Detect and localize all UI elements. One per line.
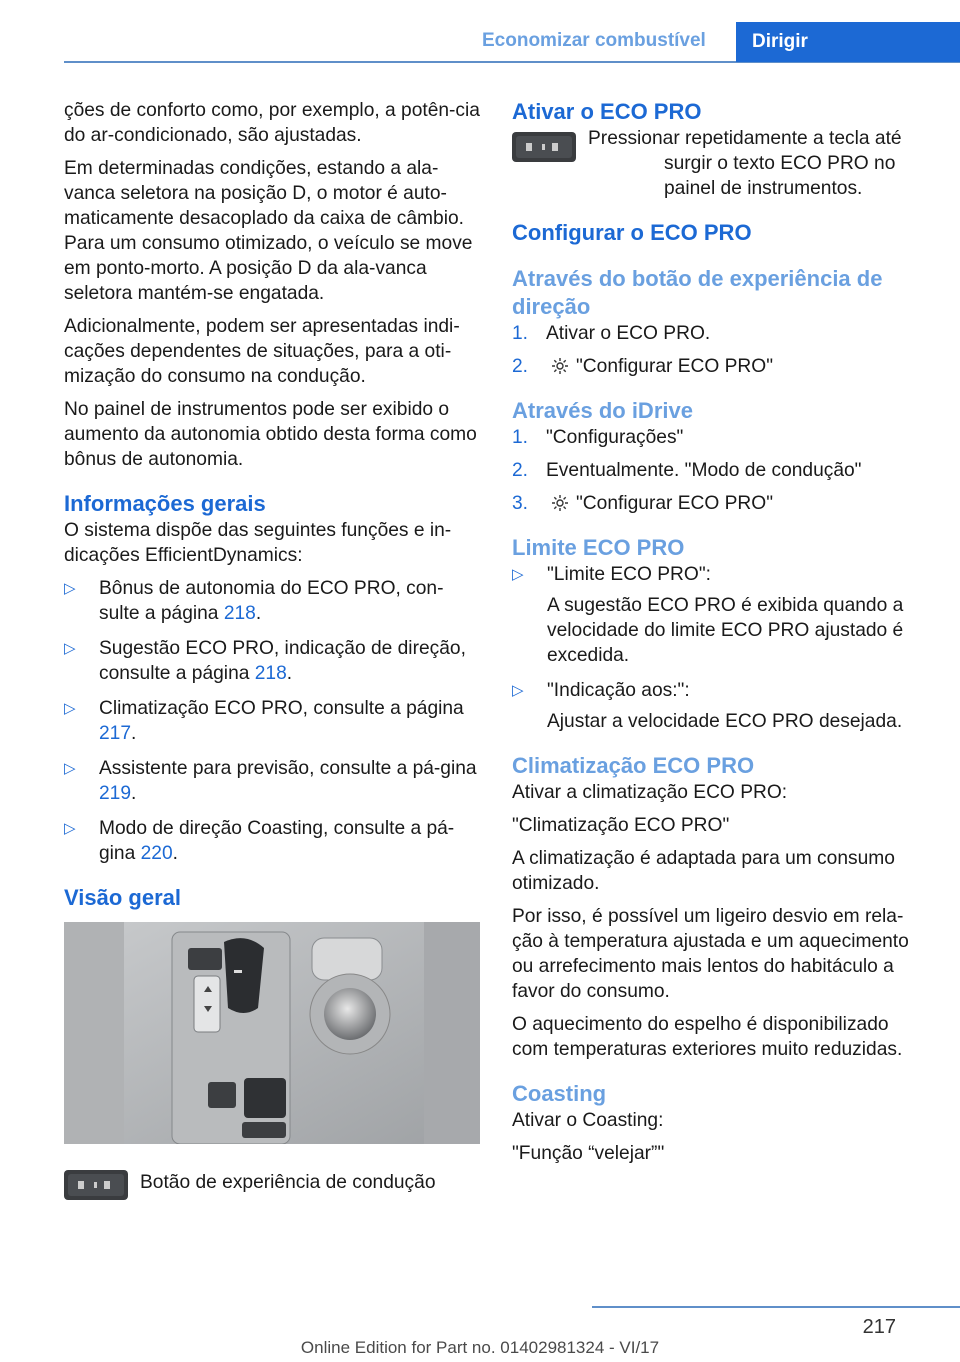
bullet-item: ▷ Bônus de autonomia do ECO PRO, con‐sulte a página 218. [64, 578, 444, 624]
page-link[interactable]: 220 [140, 843, 173, 864]
paragraph: O aquecimento do espelho é disponibilizado com temperaturas exteriores muito reduzidas. [512, 1014, 903, 1060]
left-column [64, 98, 480, 1203]
paragraph: Ativar o Coasting: [512, 1110, 664, 1131]
heading-botao-experiencia: Através do botão de experiência de direção [512, 266, 883, 319]
triangle-bullet-icon: ▷ [512, 566, 524, 583]
numbered-step: 2. "Configurar ECO PRO" [512, 356, 774, 377]
triangle-bullet-icon: ▷ [512, 682, 524, 699]
paragraph: Adicionalmente, podem ser apresentadas indi‐cações dependentes de situações, para a oti‐mização do consumo na condução. [64, 316, 460, 387]
image-caption: Botão de experiência de condução [140, 1172, 436, 1193]
heading-configurar-eco-pro: Configurar o ECO PRO [512, 220, 752, 245]
driving-experience-button-icon [512, 132, 576, 162]
bullet-item: ▷ "Indicação aos:": Ajustar a velocidade ECO PRO desejada. [512, 680, 903, 732]
bullet-item: ▷ Modo de direção Coasting, consulte a pá‐gina 220. [64, 818, 455, 864]
numbered-step: 1. Ativar o ECO PRO. [512, 323, 711, 344]
paragraph: Pressionar repetidamente a tecla até surgir o texto ECO PRO no painel de instrumentos. [588, 128, 902, 199]
heading-informacoes-gerais: Informações gerais [64, 491, 266, 516]
numbered-step: 1. "Configurações" [512, 427, 684, 448]
bullet-item: ▷ "Limite ECO PRO": A sugestão ECO PRO é exibida quando a velocidade do limite ECO PRO ajustado é excedida. [512, 564, 904, 666]
triangle-bullet-icon: ▷ [64, 760, 76, 777]
numbered-step: 2. Eventualmente. "Modo de condução" [512, 460, 862, 481]
paragraph: O sistema dispõe das seguintes funções e in‐dicações EfficientDynamics: [64, 520, 452, 566]
heading-limite-eco-pro: Limite ECO PRO [512, 535, 685, 560]
paragraph: Por isso, é possível um ligeiro desvio em rela‐ção à temperatura ajustada e um aquecimento ou arrefecimento mais lentos do habitáculo a favor do consumo. [512, 906, 909, 1002]
paragraph: ções de conforto como, por exemplo, a potên‐cia do ar-condicionado, são ajustadas. [64, 100, 480, 146]
page-number: 217 [862, 1316, 896, 1338]
heading-coasting: Coasting [512, 1081, 607, 1106]
numbered-step: 3. "Configurar ECO PRO" [512, 493, 774, 514]
triangle-bullet-icon: ▷ [64, 580, 76, 597]
paragraph: Ativar a climatização ECO PRO: [512, 782, 788, 803]
paragraph: A climatização é adaptada para um consumo otimizado. [512, 848, 895, 894]
heading-ativar-eco-pro: Ativar o ECO PRO [512, 99, 702, 124]
paragraph: Em determinadas condições, estando a ala‐vanca seletora na posição D, o motor é auto‐maticamente desacoplado da caixa de câmbio. Para um consumo otimizado, o veículo se move em ponto-morto. A posição D da ala‐vanca seletora mantém-se engatada. [64, 158, 473, 304]
page-link[interactable]: 218 [223, 603, 256, 624]
footer-edition: Online Edition for Part no. 01402981324 - VI/17 [300, 1338, 660, 1357]
paragraph: No painel de instrumentos pode ser exibido o aumento da autonomia obtido desta forma como bônus de autonomia. [64, 399, 477, 470]
header-section-title: Economizar combustível [482, 30, 706, 51]
triangle-bullet-icon: ▷ [64, 700, 76, 717]
page-link[interactable]: 218 [254, 663, 287, 684]
right-column [512, 98, 928, 1174]
heading-idrive: Através do iDrive [512, 398, 693, 423]
triangle-bullet-icon: ▷ [64, 820, 76, 837]
bullet-item: ▷ Sugestão ECO PRO, indicação de direção, consulte a página 218. [64, 638, 466, 684]
gear-icon [550, 493, 570, 513]
heading-visao-geral: Visão geral [64, 885, 181, 910]
center-console-photo [64, 922, 480, 1144]
triangle-bullet-icon: ▷ [64, 640, 76, 657]
page-link[interactable]: 219 [99, 783, 132, 804]
header-chapter-tab: Dirigir [736, 22, 960, 62]
page-link[interactable]: 217 [99, 723, 132, 744]
footer-rule [592, 1306, 960, 1308]
heading-climatizacao: Climatização ECO PRO [512, 753, 755, 778]
gear-icon [550, 356, 570, 376]
bullet-item: ▷ Assistente para previsão, consulte a pá‐gina 219. [64, 758, 477, 804]
driving-experience-button-icon [64, 1170, 128, 1200]
paragraph: "Climatização ECO PRO" [512, 815, 730, 836]
bullet-item: ▷ Climatização ECO PRO, consulte a página 217. [64, 698, 464, 744]
paragraph: "Função “velejar”" [512, 1143, 665, 1164]
